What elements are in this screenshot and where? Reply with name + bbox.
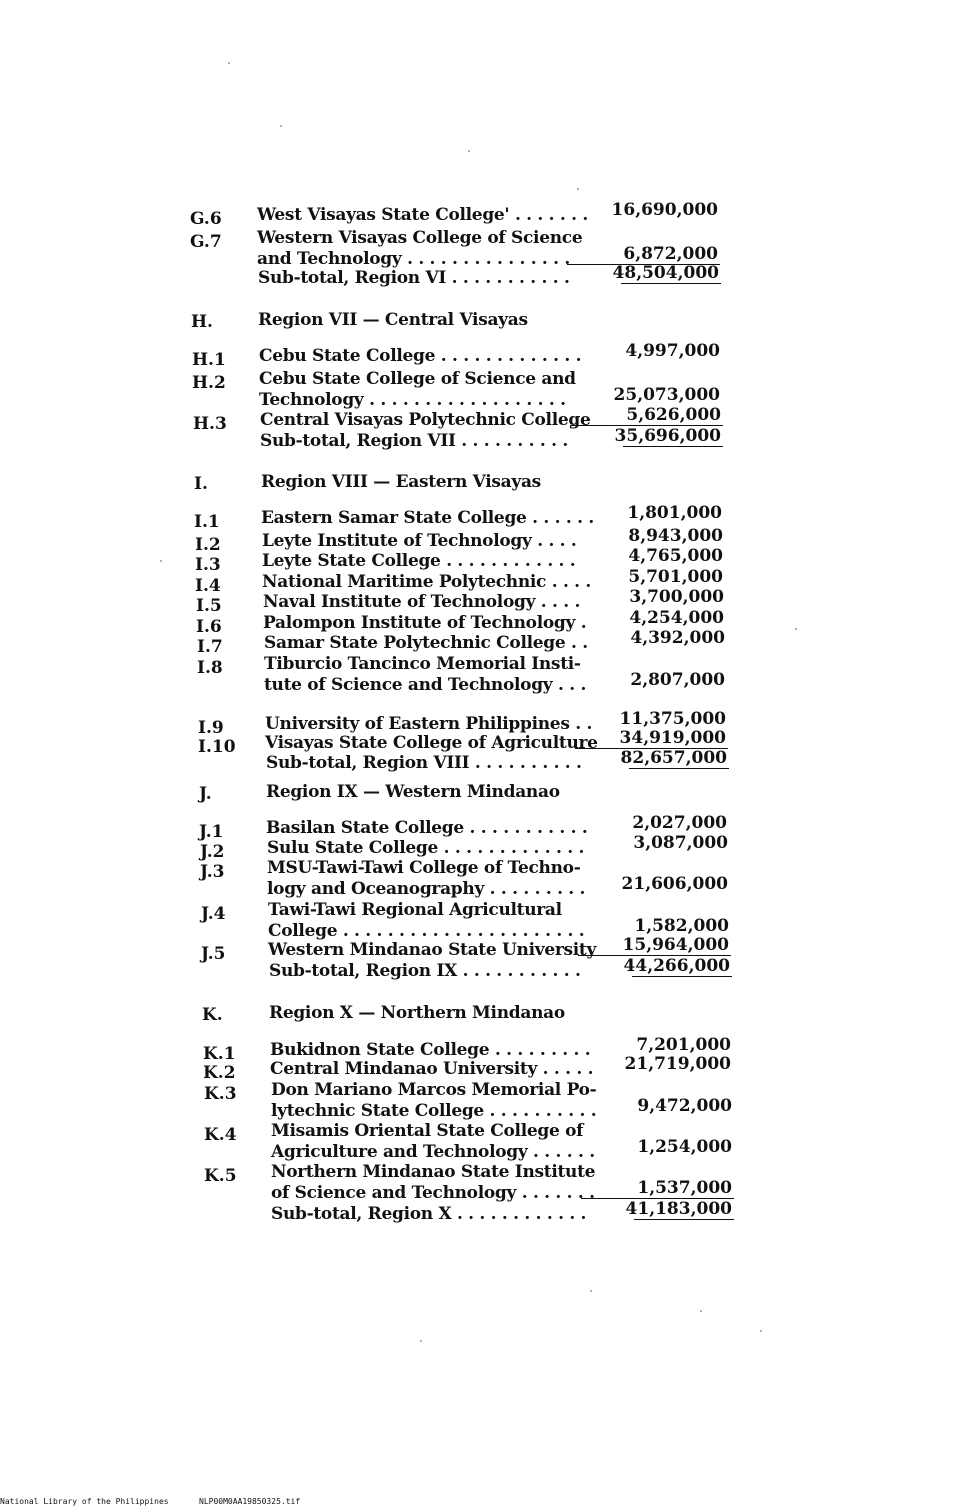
entry-code: G.6 (190, 209, 222, 229)
subtotal-label: Sub-total, Region VII . . . . . . . . . . (260, 431, 569, 451)
entry-code: G.7 (190, 232, 222, 252)
entry-description: West Visayas State College' . . . . . . . (257, 205, 588, 225)
region-title: Region IX — Western Mindanao (266, 782, 560, 802)
entry-code: J.3 (200, 862, 225, 882)
entry-amount: 16,690,000 (611, 200, 718, 220)
entry-amount: 1,582,000 (634, 916, 729, 936)
entry-code: J.1 (199, 822, 224, 842)
entry-description: Central Visayas Polytechnic College (260, 410, 591, 430)
entry-code: H. (191, 312, 213, 332)
entry-description: tute of Science and Technology . . . (264, 675, 587, 695)
entry-amount: 21,719,000 (624, 1054, 731, 1074)
entry-code: I.5 (196, 596, 222, 616)
scan-speck (420, 1340, 422, 1342)
scan-speck (280, 125, 282, 127)
region-title: Region VII — Central Visayas (258, 310, 528, 330)
entry-code: I.10 (198, 737, 236, 757)
entry-amount: 5,626,000 (626, 405, 721, 425)
entry-code: K.1 (203, 1044, 236, 1064)
scan-speck (795, 628, 797, 630)
subtotal-amount: 82,657,000 (620, 748, 727, 768)
entry-code: J.2 (200, 842, 225, 862)
entry-code: H.1 (192, 350, 226, 370)
scan-speck (160, 560, 162, 562)
entry-amount: 3,700,000 (629, 587, 724, 607)
entry-amount: 34,919,000 (619, 728, 726, 748)
entry-code: J.5 (201, 944, 226, 964)
entry-description: logy and Oceanography . . . . . . . . . (267, 879, 586, 899)
entry-description: Western Mindanao State University (268, 940, 597, 960)
entry-amount: 1,537,000 (637, 1178, 732, 1198)
entry-code: K.4 (204, 1125, 237, 1145)
entry-description: Don Mariano Marcos Memorial Po- (271, 1080, 597, 1100)
entry-code: I.3 (195, 555, 221, 575)
entry-description: Cebu State College . . . . . . . . . . . . . (259, 346, 582, 366)
entry-amount: 1,801,000 (627, 503, 722, 523)
subtotal-underline (632, 976, 732, 977)
entry-description: Palompon Institute of Technology . (263, 613, 587, 633)
entry-description: College . . . . . . . . . . . . . . . . . . . . . . (268, 921, 585, 941)
entry-code: I.6 (196, 617, 222, 637)
entry-amount: 25,073,000 (613, 385, 720, 405)
entry-description: Bukidnon State College . . . . . . . . . (270, 1040, 591, 1060)
entry-description: Tiburcio Tancinco Memorial Insti- (264, 654, 581, 674)
entry-description: Tawi-Tawi Regional Agricultural (268, 900, 562, 920)
entry-amount: 11,375,000 (619, 709, 726, 729)
subtotal-underline (623, 446, 723, 447)
entry-code: I.8 (197, 658, 223, 678)
entry-amount: 8,943,000 (628, 526, 723, 546)
subtotal-label: Sub-total, Region IX . . . . . . . . . . . (269, 961, 581, 981)
entry-description: Visayas State College of Agriculture (265, 733, 598, 753)
entry-description: Western Visayas College of Science (257, 228, 583, 248)
scan-speck (700, 1310, 702, 1312)
footer-file: NLP00M0AA19850325.tif (199, 1497, 301, 1506)
subtotal-label: Sub-total, Region X . . . . . . . . . . . . (271, 1204, 587, 1224)
entry-description: MSU-Tawi-Tawi College of Techno- (267, 858, 581, 878)
subtotal-amount: 48,504,000 (612, 263, 719, 283)
entry-description: Naval Institute of Technology . . . . (263, 592, 581, 612)
entry-description: Central Mindanao University . . . . . (270, 1059, 594, 1079)
entry-amount: 9,472,000 (637, 1096, 732, 1116)
entry-amount: 4,997,000 (625, 341, 720, 361)
subtotal-underline (629, 768, 729, 769)
entry-description: Misamis Oriental State College of (271, 1121, 584, 1141)
entry-code: J.4 (201, 904, 226, 924)
region-title: Region X — Northern Mindanao (269, 1003, 565, 1023)
entry-code: I.4 (195, 576, 221, 596)
entry-description: Eastern Samar State College . . . . . . (261, 508, 594, 528)
entry-code: I.1 (194, 512, 220, 532)
subtotal-amount: 35,696,000 (614, 426, 721, 446)
entry-description: Sulu State College . . . . . . . . . . . . . (267, 838, 585, 858)
entry-amount: 15,964,000 (622, 935, 729, 955)
entry-code: I. (194, 474, 208, 494)
entry-description: Cebu State College of Science and (259, 369, 576, 389)
entry-description: Leyte Institute of Technology . . . . (262, 531, 577, 551)
entry-amount: 4,254,000 (629, 608, 724, 628)
subtotal-amount: 41,183,000 (625, 1199, 732, 1219)
entry-description: Samar State Polytechnic College . . (264, 633, 588, 653)
scan-speck (468, 150, 470, 152)
entry-code: K.5 (204, 1166, 237, 1186)
entry-code: I.7 (197, 637, 223, 657)
entry-code: K.2 (203, 1063, 236, 1083)
subtotal-underline (621, 283, 721, 284)
region-title: Region VIII — Eastern Visayas (261, 472, 541, 492)
entry-code: H.3 (193, 414, 227, 434)
entry-description: Agriculture and Technology . . . . . . (271, 1142, 595, 1162)
entry-amount: 21,606,000 (621, 874, 728, 894)
entry-code: H.2 (192, 373, 226, 393)
entry-amount: 2,807,000 (630, 670, 725, 690)
subtotal-amount: 44,266,000 (623, 956, 730, 976)
entry-amount: 6,872,000 (623, 244, 718, 264)
entry-code: I.2 (195, 535, 221, 555)
entry-amount: 5,701,000 (628, 567, 723, 587)
entry-description: and Technology . . . . . . . . . . . . . . . (257, 249, 571, 269)
entry-description: University of Eastern Philippines . . (265, 714, 593, 734)
subtotal-underline (634, 1219, 734, 1220)
subtotal-label: Sub-total, Region VIII . . . . . . . . . . (266, 753, 582, 773)
entry-amount: 3,087,000 (633, 833, 728, 853)
entry-code: K. (202, 1005, 223, 1025)
entry-description: Basilan State College . . . . . . . . . . . (266, 818, 588, 838)
entry-amount: 4,765,000 (628, 546, 723, 566)
entry-description: Technology . . . . . . . . . . . . . . . . . . (259, 390, 566, 410)
scan-speck (577, 188, 579, 190)
entry-description: National Maritime Polytechnic . . . . (262, 572, 592, 592)
entry-code: K.3 (204, 1084, 237, 1104)
entry-description: Northern Mindanao State Institute (271, 1162, 596, 1182)
entry-description: Leyte State College . . . . . . . . . . . . (262, 551, 576, 571)
scan-speck (590, 1290, 592, 1292)
entry-amount: 1,254,000 (637, 1137, 732, 1157)
entry-code: J. (199, 784, 212, 804)
entry-description: of Science and Technology . . . . . . . (271, 1183, 595, 1203)
entry-code: I.9 (198, 718, 224, 738)
scan-speck (228, 62, 230, 64)
entry-amount: 7,201,000 (636, 1035, 731, 1055)
scan-speck (760, 1330, 762, 1332)
subtotal-label: Sub-total, Region VI . . . . . . . . . . . (258, 268, 570, 288)
entry-amount: 4,392,000 (630, 628, 725, 648)
entry-description: lytechnic State College . . . . . . . . . . (271, 1101, 597, 1121)
entry-amount: 2,027,000 (632, 813, 727, 833)
footer-source: National Library of the Philippines (0, 1497, 169, 1506)
